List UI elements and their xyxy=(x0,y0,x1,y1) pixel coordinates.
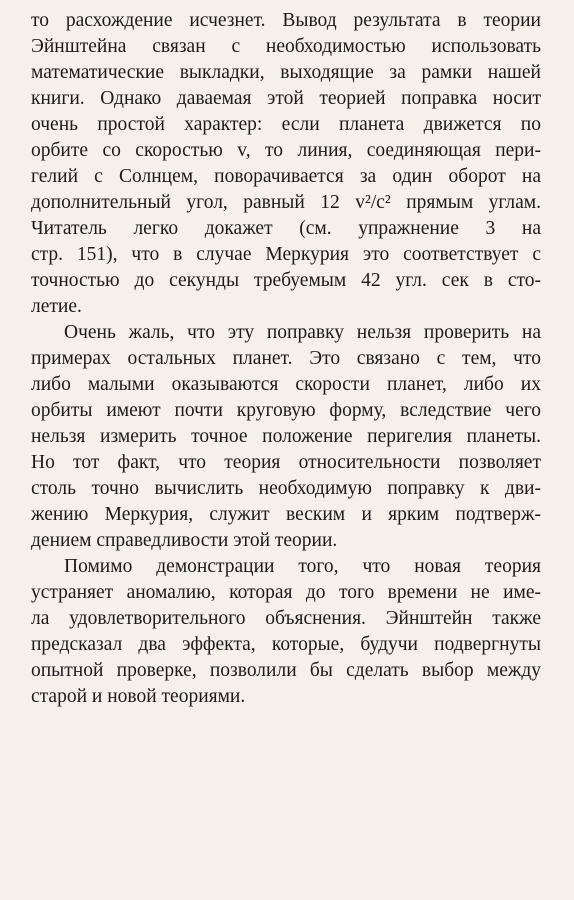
text-line: то расхождение исчезнет. Вывод результата в теории xyxy=(31,10,541,31)
text-line: устраняет аномалию, которая до того времени не име- xyxy=(31,582,541,603)
text-line: математические выкладки, выходящие за рамки нашей xyxy=(31,62,541,83)
text-line: либо малыми оказываются скорости планет, либо их xyxy=(31,374,541,395)
text-line: стр. 151), что в случае Меркурия это соответствует с xyxy=(31,244,541,265)
text-line: дением справедливости этой теории. xyxy=(31,530,338,551)
text-line: Очень жаль, что эту поправку нельзя проверить на xyxy=(64,322,541,343)
text-line: орбите со скоростью v, то линия, соединяющая пери- xyxy=(31,140,541,161)
text-line: опытной проверке, позволили бы сделать выбор между xyxy=(31,660,541,681)
text-line: очень простой характер: если планета движется по xyxy=(31,114,541,135)
text-line: предсказал два эффекта, которые, будучи подвергнуты xyxy=(31,634,541,655)
text-line: Читатель легко докажет (см. упражнение 3 на xyxy=(31,218,541,239)
text-line: гелий с Солнцем, поворачивается за один оборот на xyxy=(31,166,541,187)
text-line: старой и новой теориями. xyxy=(31,686,246,707)
text-line: примерах остальных планет. Это связано с тем, что xyxy=(31,348,541,369)
text-line: точностью до секунды требуемым 42 угл. сек в сто- xyxy=(31,270,541,291)
text-line: столь точно вычислить необходимую поправку к дви- xyxy=(31,478,541,499)
text-line: Помимо демонстрации того, что новая теория xyxy=(64,556,541,577)
text-line: дополнительный угол, равный 12 v²/c² прямым углам. xyxy=(31,192,541,213)
text-line: нельзя измерить точное положение перигелия планеты. xyxy=(31,426,541,447)
text-line: Эйнштейна связан с необходимостью использовать xyxy=(31,36,541,57)
text-line: летие. xyxy=(31,296,82,317)
text-line: жению Меркурия, служит веским и ярким подтверж- xyxy=(31,504,541,525)
text-line: Но тот факт, что теория относительности позволяет xyxy=(31,452,541,473)
text-line: книги. Однако даваемая этой теорией поправка носит xyxy=(31,88,541,109)
text-line: орбиты имеют почти круговую форму, вследствие чего xyxy=(31,400,541,421)
text-line: ла удовлетворительного объяснения. Эйнштейн также xyxy=(31,608,541,629)
